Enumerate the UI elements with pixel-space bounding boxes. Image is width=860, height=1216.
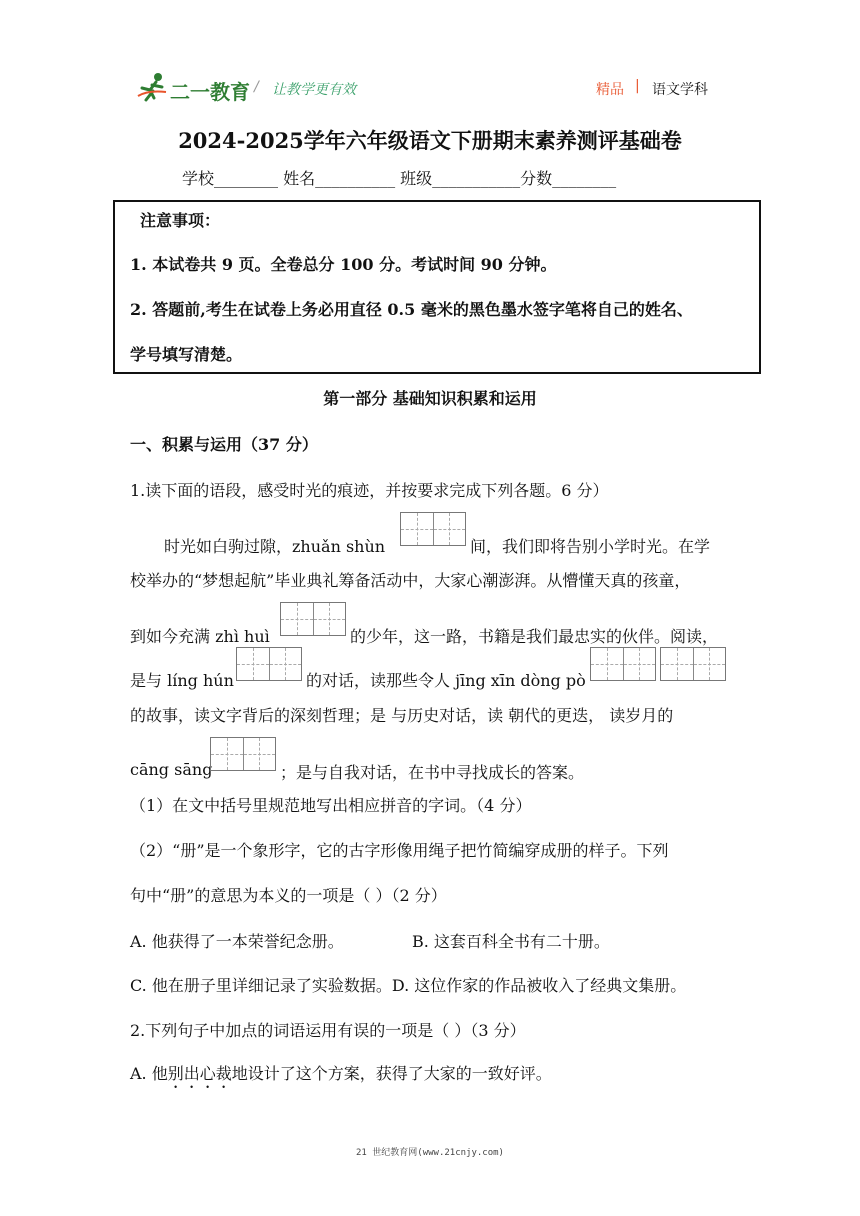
q1-passage-line-5: 的故事，读文字背后的深刻哲理；是 与历史对话，读 朝代的更迭， 读岁月的 xyxy=(130,706,674,725)
q1-option-b: B. 这套百科全书有二十册。 xyxy=(412,932,610,951)
slogan: 让教学更有效 xyxy=(272,82,356,98)
page-title: 2024-2025学年六年级语文下册期末素养测评基础卷 xyxy=(178,128,682,153)
q2-option-a xyxy=(130,1061,552,1092)
notice-item-2: 2. 答题前,考生在试卷上务必用直径 0.5 毫米的黑色墨水签字笔将自己的姓名、 xyxy=(130,300,693,319)
q1-option-a: A. 他获得了一本荣誉纪念册。 xyxy=(130,932,344,951)
logo-text: 二一教育 xyxy=(170,80,250,104)
q1-passage-line-4b: 的对话，读那些令人 jīng xīn dòng pò xyxy=(306,671,586,690)
q1-sub-2a: （2）“册”是一个象形字，它的古字形像用绳子把竹简编穿成册的样子。下列 xyxy=(130,841,669,860)
notice-item-1: 1. 本试卷共 9 页。全卷总分 100 分。考试时间 90 分钟。 xyxy=(130,255,557,274)
q1-passage-line-6a: cāng sāng xyxy=(130,760,213,779)
q1-option-cd: C. 他在册子里详细记录了实验数据。D. 这位作家的作品被收入了经典文集册。 xyxy=(130,976,687,995)
subject-label: 语文学科 xyxy=(652,82,708,98)
q2-option-a-pre: A. 他 xyxy=(130,1064,168,1083)
q1-stem: 1.读下面的语段，感受时光的痕迹，并按要求完成下列各题。6 分） xyxy=(130,481,609,500)
notice-item-2-cont: 学号填写清楚。 xyxy=(130,345,243,364)
q1-passage-line-4a: 是与 líng hún xyxy=(130,671,234,690)
q1-passage-line-3b: 的少年，这一路，书籍是我们最忠实的伙伴。阅读， xyxy=(350,627,719,646)
q1-sub-2b: 句中“册”的意思为本义的一项是（ ）（2 分） xyxy=(130,886,447,905)
student-info-line: 学校________ 姓名__________ 班级___________分数________ xyxy=(182,169,617,188)
q1-passage-line-1a: 时光如白驹过隙，zhuǎn shùn xyxy=(164,537,386,556)
q2-stem: 2.下列句子中加点的词语运用有误的一项是（ ）（3 分） xyxy=(130,1021,526,1040)
q1-passage-line-6b: ；是与自我对话，在书中寻找成长的答案。 xyxy=(280,763,585,782)
answer-grid-linghun[interactable] xyxy=(236,647,302,681)
page-footer: 21 世纪教育网(www.21cnjy.com) xyxy=(356,1148,504,1158)
section-heading: 一、积累与运用（37 分） xyxy=(130,435,318,454)
notice-heading: 注意事项： xyxy=(140,211,221,230)
slogan-divider: / xyxy=(254,79,259,95)
answer-grid-zhihui[interactable] xyxy=(280,602,346,636)
premium-badge: 精品 xyxy=(596,82,624,98)
answer-grid-cangsang[interactable] xyxy=(210,737,276,771)
q2-option-a-post: 地设计了这个方案，获得了大家的一致好评。 xyxy=(231,1064,552,1083)
q1-passage-line-3a: 到如今充满 zhì huì xyxy=(130,627,270,646)
q1-passage-line-2: 校举办的“梦想起航”毕业典礼筹备活动中，大家心潮澎湃。从懵懂天真的孩童， xyxy=(130,571,691,590)
answer-grid-zhuanshun[interactable] xyxy=(400,512,466,546)
q2-option-a-dotted-word: 别出心裁 xyxy=(167,1064,232,1083)
answer-grid-jingxin-1[interactable] xyxy=(590,647,656,681)
q1-sub-1: （1）在文中括号里规范地写出相应拼音的字词。（4 分） xyxy=(130,796,532,815)
part-title: 第一部分 基础知识积累和运用 xyxy=(323,389,537,408)
answer-grid-jingxin-2[interactable] xyxy=(660,647,726,681)
q1-passage-line-1b: 间，我们即将告别小学时光。在学 xyxy=(470,537,711,556)
header-separator: | xyxy=(635,78,640,94)
runner-logo-icon xyxy=(136,72,170,102)
